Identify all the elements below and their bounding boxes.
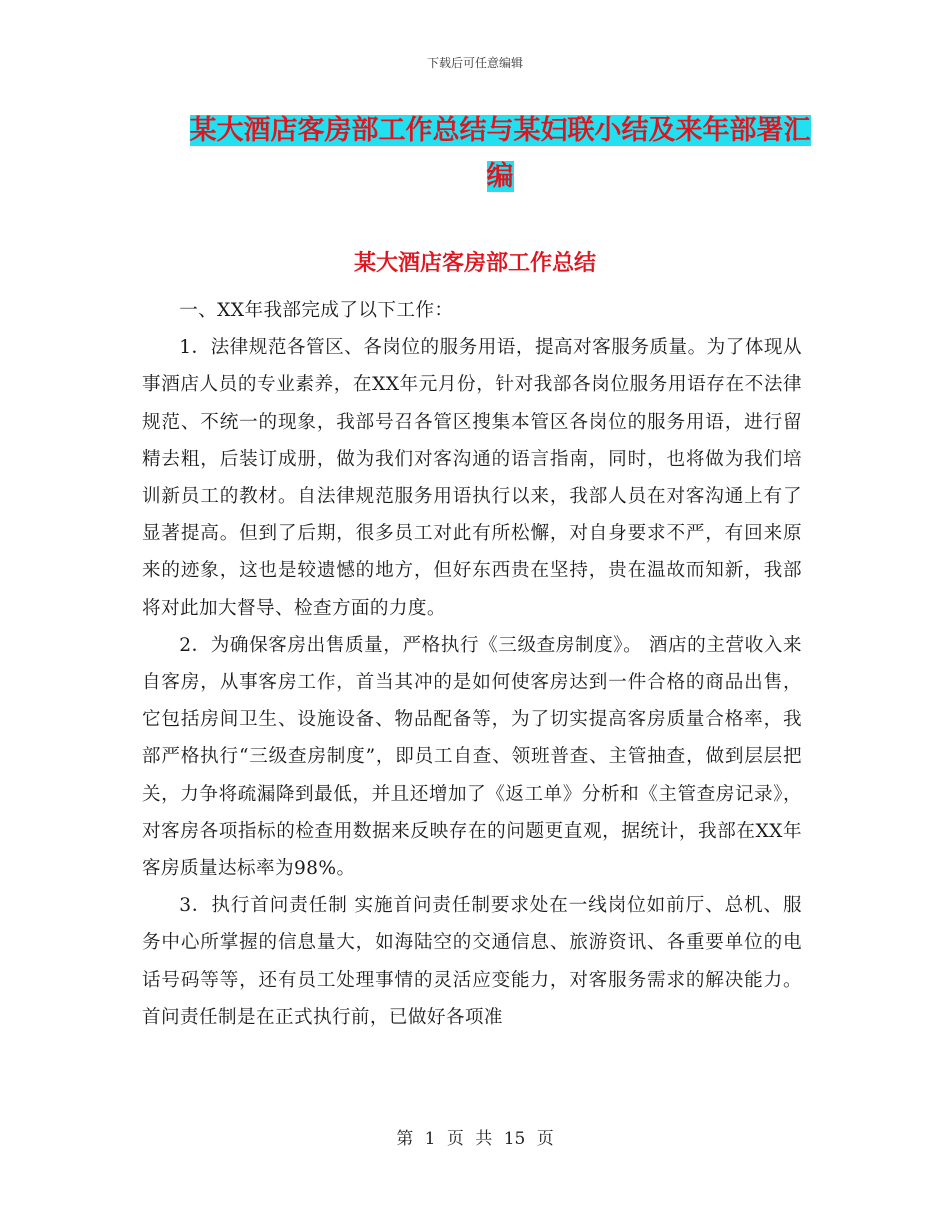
body-text [142,292,802,1036]
paragraph: 3．执行首问责任制 实施首问责任制要求处在一线岗位如前厅、总机、服务中心所掌握的信息量大，如海陆空的交通信息、旅游资讯、各重要单位的电话号码等等，还有员工处理事情的灵活应变能力，对客服务需求的解决能力。首问责任制是在正式执行前，已做好各项准 [142,895,802,1028]
paragraph: 2．为确保客房出售质量，严格执行《三级查房制度》。 酒店的主营收入来自客房，从事客房工作，首当其冲的是如何使客房达到一件合格的商品出售，它包括房间卫生、设施设备、物品配备等，为了切实提高客房质量合格率，我部严格执行“三级查房制度”，即员工自查、领班普查、主管抽查，做到层层把关，力争将疏漏降到最低，并且还增加了《返工单》分析和《主管查房记录》，对客房各项指标的检查用数据来反映存在的问题更直观，据统计，我部在XX年客房质量达标率为98%。 [142,634,802,880]
paragraph: 一、XX年我部完成了以下工作： [179,300,454,321]
section-title: 某大酒店客房部工作总结 [353,250,596,276]
paragraph: 1．法律规范各管区、各岗位的服务用语，提高对客服务质量。为了体现从事酒店人员的专业素养，在XX年元月份，针对我部各岗位服务用语存在不法律规范、不统一的现象，我部号召各管区搜集本管区各岗位的服务用语，进行留精去粗，后装订成册，做为我们对客沟通的语言指南，同时，也将做为我们培训新员工的教材。自法律规范服务用语执行以来，我部人员在对客沟通上有了显著提高。但到了后期，很多员工对此有所松懈，对自身要求不严，有回来原来的迹象，这也是较遗憾的地方，但好东西贵在坚持，贵在温故而知新，我部将对此加大督导、检查方面的力度。 [142,337,802,619]
page-footer: 第 1 页 共 15 页 [396,1129,554,1149]
document-title-text: 某大酒店客房部工作总结与某妇联小结及来年部署汇编 [189,115,811,192]
document-title [180,108,820,200]
header-note: 下载后可任意编辑 [426,56,523,70]
